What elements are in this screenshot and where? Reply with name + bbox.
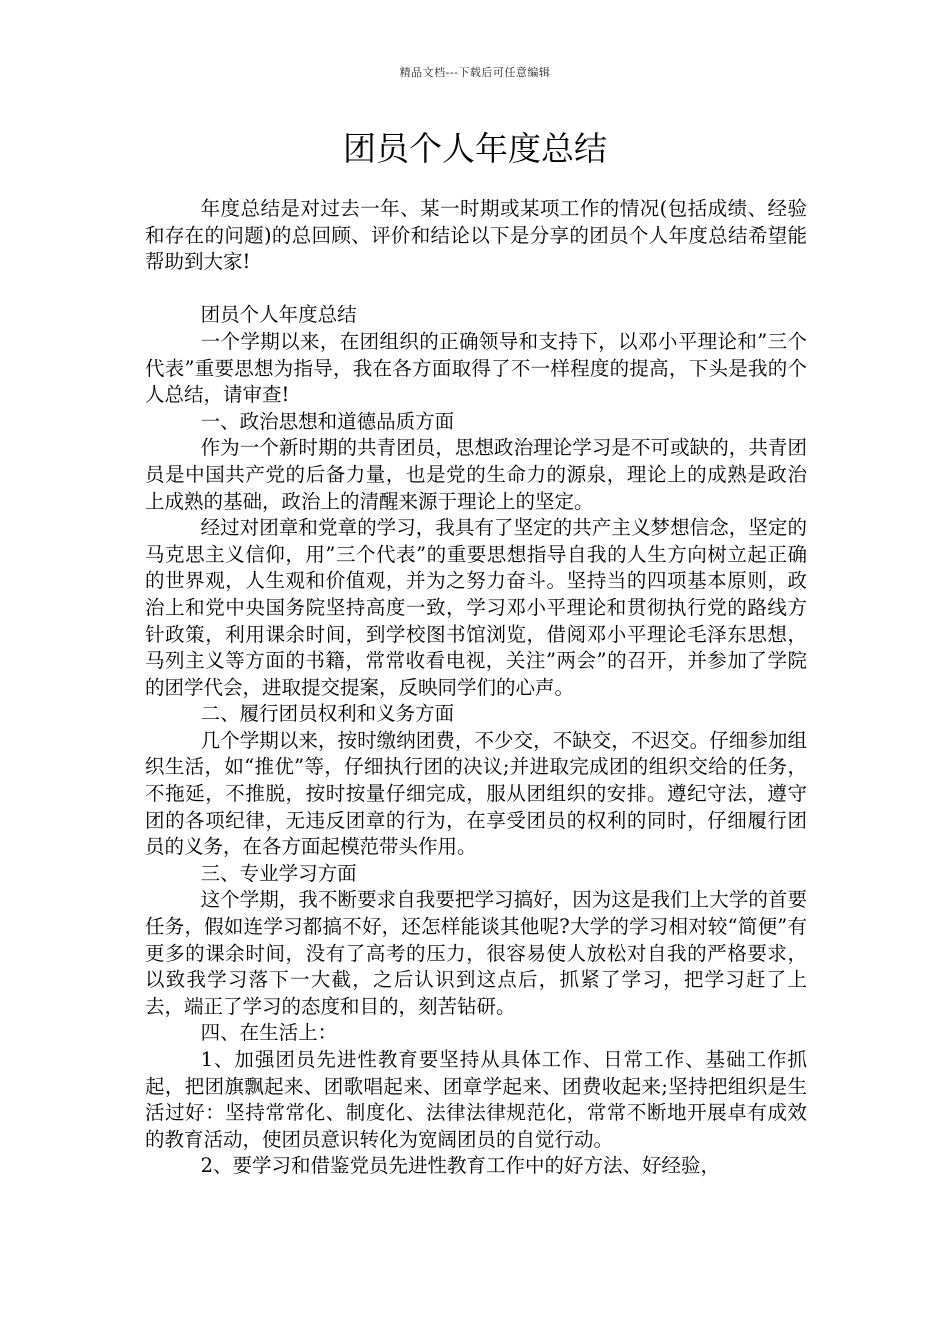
- body-paragraph: 一个学期以来，在团组织的正确领导和支持下，以邓小平理论和”三个代表”重要思想为指导，我在各方面取得了不一样程度的提高，下头是我的个人总结，请审查!: [145, 329, 807, 407]
- section-heading: 三、专业学习方面: [200, 861, 357, 885]
- section-heading: 二、履行团员权利和义务方面: [200, 702, 455, 726]
- body-paragraph: 这个学期，我不断要求自我要把学习搞好，因为这是我们上大学的首要任务，假如连学习都搞不好，还怎样能谈其他呢?大学的学习相对较“简便”有更多的课余时间，没有了高考的压力，很容易使人放松对自我的严格要求，以致我学习落下一大截，之后认识到这点后，抓紧了学习，把学习赶了上去，端正了学习的态度和目的，刻苦钻研。: [145, 888, 807, 1018]
- body-paragraph: 几个学期以来，按时缴纳团费，不少交，不缺交，不迟交。仔细参加组织生活，如“推优”等，仔细执行团的决议;并进取完成团的组织交给的任务，不拖延，不推脱，按时按量仔细完成，服从团组织的安排。遵纪守法，遵守团的各项纪律，无违反团章的行为，在享受团员的权利的同时，仔细履行团员的义务，在各方面起模范带头作用。: [145, 728, 807, 859]
- section-heading: 四、在生活上：: [200, 1021, 338, 1045]
- section-heading: 团员个人年度总结: [200, 303, 357, 327]
- body-paragraph: 1、加强团员先进性教育要坚持从具体工作、日常工作、基础工作抓起，把团旗飘起来、团歌唱起来、团章学起来、团费收起来;坚持把组织是生活过好：坚持常常化、制度化、法律法律规范化，常常不断地开展卓有成效的教育活动，使团员意识转化为宽阔团员的自觉行动。: [145, 1048, 807, 1151]
- body-paragraph: 经过对团章和党章的学习，我具有了坚定的共产主义梦想信念，坚定的马克思主义信仰，用”三个代表”的重要思想指导自我的人生方向树立起正确的世界观，人生观和价值观，并为之努力奋斗。坚持当的四项基本原则，政治上和党中央国务院坚持高度一致，学习邓小平理论和贯彻执行党的路线方针政策，利用课余时间，到学校图书馆浏览，借阅邓小平理论毛泽东思想，马列主义等方面的书籍，常常收看电视，关注”两会”的召开，并参加了学院的团学代会，进取提交提案，反映同学们的心声。: [145, 516, 807, 699]
- intro-paragraph: 年度总结是对过去一年、某一时期或某项工作的情况(包括成绩、经验和存在的问题)的总回顾、评价和结论以下是分享的团员个人年度总结希望能帮助到大家!: [145, 197, 807, 274]
- body-paragraph: 2、要学习和借鉴党员先进性教育工作中的好方法、好经验，: [200, 1154, 720, 1178]
- document-body: [145, 196, 807, 1180]
- document-title: 团员个人年度总结: [343, 129, 607, 168]
- body-paragraph: 作为一个新时期的共青团员，思想政治理论学习是不可或缺的，共青团员是中国共产党的后备力量，也是党的生命力的源泉，理论上的成熟是政治上成熟的基础，政治上的清醒来源于理论上的坚定。: [145, 436, 807, 513]
- header-note: 精品文档---下载后可任意编辑: [399, 66, 551, 79]
- section-heading: 一、政治思想和道德品质方面: [200, 409, 455, 433]
